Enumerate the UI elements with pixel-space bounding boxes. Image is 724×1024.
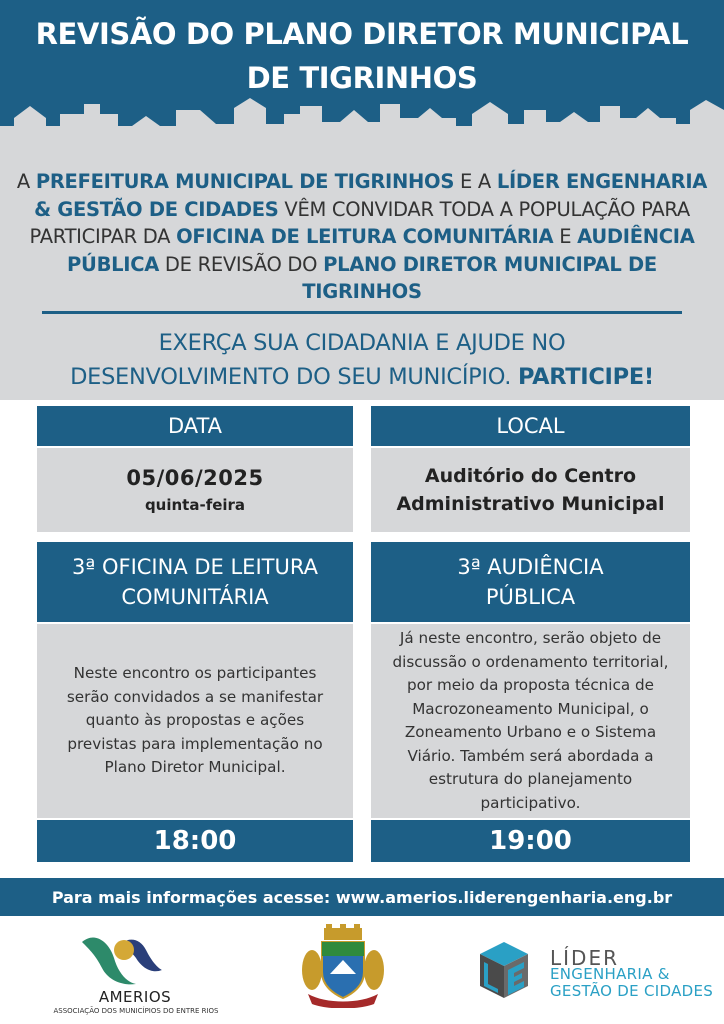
hearing-description: Já neste encontro, serão objeto de discussão o ordenamento territorial, por meio da proposta técnica de Macrozoneamento Municipal, o Zoneamento Urbano e o Sistema Viário. Também será abordada a estrutura do planejamento participativo. xyxy=(392,629,669,812)
cta-emphasis: PARTICIPE! xyxy=(517,364,654,390)
intro-b2: LÍDER ENGENHARIA & GESTÃO DE CIDADES xyxy=(34,170,708,221)
header-panel xyxy=(0,0,724,400)
hearing-heading xyxy=(371,542,690,622)
workshop-time-label: 18:00 xyxy=(153,826,237,856)
info-bar xyxy=(0,878,724,916)
divider xyxy=(42,311,682,314)
amerios-logo-icon xyxy=(78,924,164,988)
intro-t4: E xyxy=(553,225,578,248)
workshop-heading-line-2: COMUNITÁRIA xyxy=(121,585,269,609)
intro-t5: DE REVISÃO DO xyxy=(159,252,324,276)
venue-line-2: Administrativo Municipal xyxy=(396,493,665,515)
local-heading xyxy=(371,406,690,446)
workshop-heading xyxy=(37,542,353,622)
cta-line-2-text: DESENVOLVIMENTO DO SEU MUNICÍPIO. xyxy=(70,364,518,390)
intro-b4: AUDIÊNCIA PÚBLICA xyxy=(67,225,695,276)
intro-t2: E A xyxy=(454,170,497,193)
coat-of-arms-icon xyxy=(300,924,386,1008)
venue-line-1: Auditório do Centro xyxy=(424,465,637,487)
invitation-text xyxy=(8,168,716,306)
hearing-heading-line-1: 3ª AUDIÊNCIA xyxy=(457,555,604,579)
intro-b3: OFICINA DE LEITURA COMUNITÁRIA xyxy=(176,225,554,248)
hearing-time-label: 19:00 xyxy=(489,826,572,856)
event-date: 05/06/2025 xyxy=(126,466,264,490)
hearing-time xyxy=(371,820,690,862)
intro-t3: VÊM CONVIDAR TODA A POPULAÇÃO PARA PARTICIPAR DA xyxy=(29,197,690,248)
info-link[interactable]: Para mais informações acesse: www.amerios.liderengenharia.eng.br xyxy=(51,887,673,907)
date-heading xyxy=(37,406,353,446)
intro-t1: A xyxy=(16,170,36,193)
workshop-time xyxy=(37,820,353,862)
intro-b1: PREFEITURA MUNICIPAL DE TIGRINHOS xyxy=(35,170,455,193)
city-skyline-icon xyxy=(0,96,724,152)
amerios-subtitle: ASSOCIAÇÃO DOS MUNICÍPIOS DO ENTRE RIOS xyxy=(53,1007,219,1015)
cta-line-2 xyxy=(20,360,704,394)
date-body xyxy=(37,448,353,532)
hearing-body xyxy=(371,624,690,818)
intro-b5: PLANO DIRETOR MUNICIPAL DE TIGRINHOS xyxy=(302,252,657,303)
title-line-2: DE TIGRINHOS xyxy=(246,61,478,95)
lider-name: LÍDER xyxy=(550,946,619,970)
local-heading-label: LOCAL xyxy=(496,414,565,438)
hearing-heading-line-2: PÚBLICA xyxy=(485,585,576,609)
cta-line-1: EXERÇA SUA CIDADANIA E AJUDE NO xyxy=(158,330,566,356)
lider-logo-icon xyxy=(474,936,544,1006)
lider-tagline-line-1: ENGENHARIA & xyxy=(550,965,670,983)
workshop-heading-line-1: 3ª OFICINA DE LEITURA xyxy=(72,555,318,579)
event-weekday: quinta-feira xyxy=(144,496,246,514)
page-title xyxy=(0,12,724,100)
lider-tagline xyxy=(550,966,713,1000)
date-heading-label: DATA xyxy=(167,414,223,438)
call-to-action xyxy=(20,326,704,394)
lider-tagline-line-2: GESTÃO DE CIDADES xyxy=(550,982,714,1000)
title-line-1: REVISÃO DO PLANO DIRETOR MUNICIPAL xyxy=(35,17,689,51)
workshop-body xyxy=(37,624,353,818)
local-body xyxy=(371,448,690,532)
workshop-description: Neste encontro os participantes serão convidados a se manifestar quanto às propostas e ações previstas para implementação no Plano Diretor Municipal. xyxy=(66,664,324,777)
amerios-name: AMERIOS xyxy=(98,988,172,1006)
